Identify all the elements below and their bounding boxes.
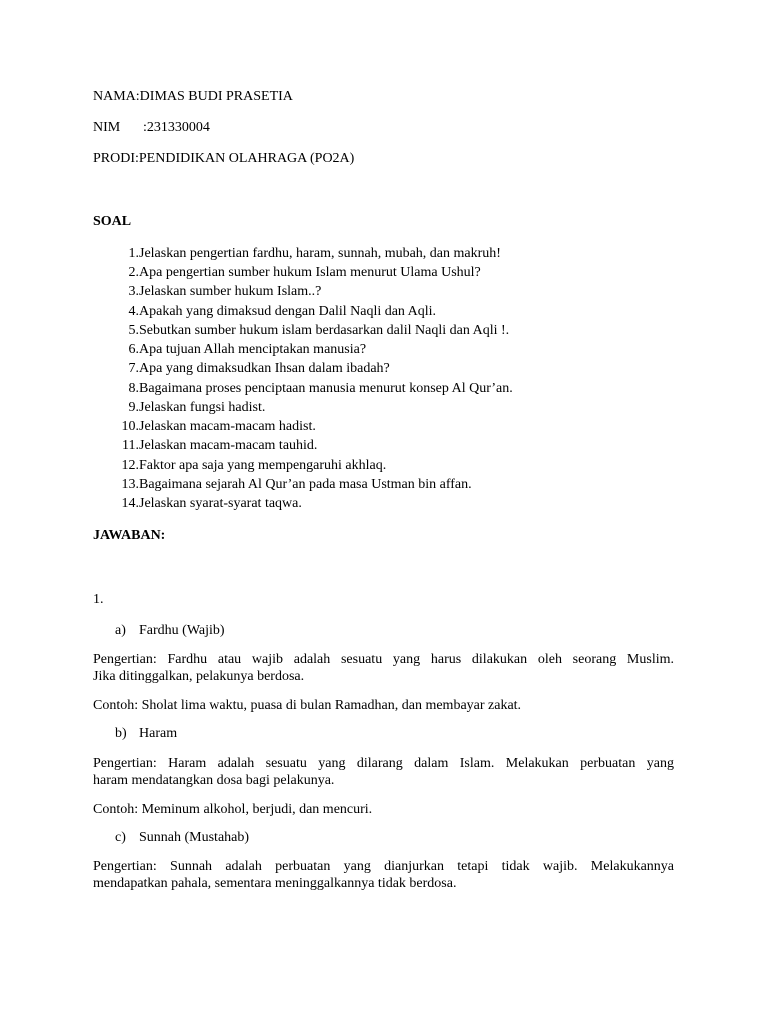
soal-text: Jelaskan pengertian fardhu, haram, sunnah, mubah, dan makruh!: [139, 246, 501, 261]
jawaban-number: 1.: [93, 592, 104, 607]
soal-number: 3.: [128, 284, 139, 299]
soal-item: [93, 322, 510, 339]
soal-item: [93, 418, 316, 435]
soal-number: 6.: [128, 342, 139, 357]
section-title: Sunnah (Mustahab): [139, 830, 250, 845]
soal-text: Jelaskan macam-macam hadist.: [139, 419, 316, 434]
haram-pengertian: [93, 755, 674, 789]
soal-text: Jelaskan macam-macam tauhid.: [139, 438, 318, 453]
student-nim: [93, 119, 210, 136]
soal-number: 5.: [128, 323, 139, 338]
soal-number: 1.: [128, 246, 139, 261]
soal-text: Jelaskan sumber hukum Islam..?: [139, 284, 322, 299]
soal-item: [93, 437, 318, 454]
soal-text: Apa pengertian sumber hukum Islam menurut Ulama Ushul?: [139, 265, 481, 280]
soal-item: [93, 264, 481, 281]
soal-text: Jelaskan syarat-syarat taqwa.: [139, 496, 302, 511]
nim-value: :231330004: [143, 120, 210, 135]
fardhu-pengertian: [93, 651, 674, 685]
soal-text: Apa tujuan Allah menciptakan manusia?: [139, 342, 367, 357]
soal-number: 13.: [121, 477, 139, 492]
paragraph-line: Pengertian: Fardhu atau wajib adalah sesuatu yang harus dilakukan oleh seorang Muslim.: [93, 652, 674, 667]
paragraph-line: Pengertian: Sunnah adalah perbuatan yang dianjurkan tetapi tidak wajib. Melakukannya: [93, 859, 674, 874]
soal-number: 7.: [128, 361, 139, 376]
soal-number: 2.: [128, 265, 139, 280]
soal-number: 12.: [121, 458, 139, 473]
section-heading-sunnah: [93, 829, 249, 846]
soal-item: [93, 495, 302, 512]
document-page: [93, 0, 674, 1024]
haram-contoh: Contoh: Meminum alkohol, berjudi, dan mencuri.: [93, 802, 373, 817]
paragraph-line: Pengertian: Haram adalah sesuatu yang dilarang dalam Islam. Melakukan perbuatan yang: [93, 756, 674, 771]
section-label: c): [115, 830, 126, 845]
paragraph-line: Jika ditinggalkan, pelakunya berdosa.: [93, 669, 305, 684]
section-label: b): [115, 726, 127, 741]
soal-item: [93, 457, 387, 474]
soal-text: Apa yang dimaksudkan Ihsan dalam ibadah?: [139, 361, 390, 376]
soal-text: Faktor apa saja yang mempengaruhi akhlaq.: [139, 458, 387, 473]
soal-item: [93, 245, 501, 262]
soal-number: 9.: [128, 400, 139, 415]
jawaban-heading: JAWABAN:: [93, 528, 166, 543]
soal-item: [93, 303, 437, 320]
soal-number: 4.: [128, 304, 139, 319]
soal-text: Bagaimana sejarah Al Qur’an pada masa Ustman bin affan.: [139, 477, 472, 492]
soal-item: [93, 283, 322, 300]
soal-number: 14.: [121, 496, 139, 511]
soal-item: [93, 360, 390, 377]
student-name: NAMA:DIMAS BUDI PRASETIA: [93, 89, 293, 104]
soal-text: Apakah yang dimaksud dengan Dalil Naqli dan Aqli.: [139, 304, 437, 319]
section-label: a): [115, 623, 126, 638]
paragraph-line: haram mendatangkan dosa bagi pelakunya.: [93, 773, 335, 788]
section-heading-fardhu: [93, 622, 225, 639]
section-title: Haram: [139, 726, 178, 741]
soal-text: Jelaskan fungsi hadist.: [139, 400, 266, 415]
sunnah-pengertian: [93, 858, 674, 892]
soal-number: 11.: [122, 438, 139, 453]
paragraph-line: mendapatkan pahala, sementara meninggalkannya tidak berdosa.: [93, 876, 457, 891]
soal-number: 10.: [121, 419, 139, 434]
section-title: Fardhu (Wajib): [139, 623, 225, 638]
soal-heading: SOAL: [93, 214, 132, 229]
student-prodi: PRODI:PENDIDIKAN OLAHRAGA (PO2A): [93, 151, 355, 166]
fardhu-contoh: Contoh: Sholat lima waktu, puasa di bulan Ramadhan, dan membayar zakat.: [93, 698, 522, 713]
soal-text: Bagaimana proses penciptaan manusia menurut konsep Al Qur’an.: [139, 381, 513, 396]
section-heading-haram: [93, 725, 177, 742]
nim-label: NIM: [93, 120, 121, 135]
soal-item: [93, 476, 472, 493]
soal-number: 8.: [128, 381, 139, 396]
soal-item: [93, 380, 513, 397]
soal-text: Sebutkan sumber hukum islam berdasarkan dalil Naqli dan Aqli !.: [139, 323, 510, 338]
soal-item: [93, 399, 266, 416]
soal-item: [93, 341, 367, 358]
